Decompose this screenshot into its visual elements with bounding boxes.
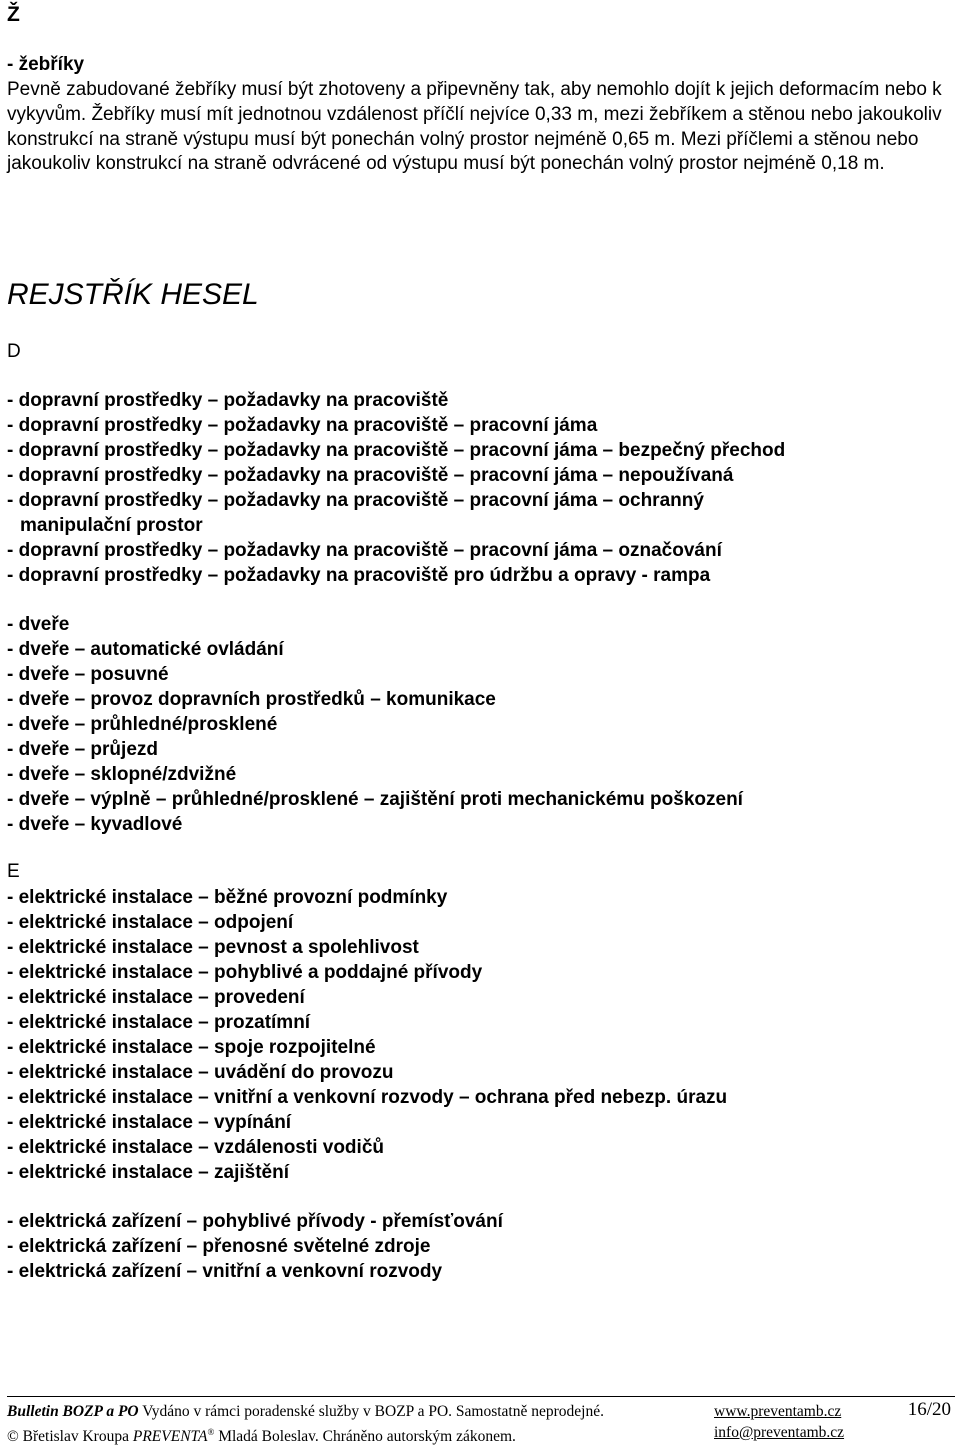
index-title: REJSTŘÍK HESEL bbox=[7, 278, 259, 311]
index-entry: - dveře – sklopné/zdvižné bbox=[7, 764, 237, 785]
index-entry: - elektrické instalace – běžné provozní podmínky bbox=[7, 887, 448, 908]
section-paragraph: Pevně zabudované žebříky musí být zhotoveny a připevněny tak, aby nemohlo dojít k jejich deformacím nebo k vykyvům. Žebříky musí mít jednotnou vzdálenost příčlí nejvíce 0,33 m, mezi žebříkem a stěnou nebo jakoukoliv konstrukcí na straně výstupu musí být ponechán volný prostor nejméně 0,65 m. Mezi příčlemi a stěnou nebo jakoukoliv konstrukcí na straně odvrácené od výstupu musí být ponechán volný prostor nejméně 0,18 m. bbox=[7, 79, 942, 175]
bulletin-name: Bulletin BOZP a PO bbox=[7, 1403, 139, 1420]
index-entry: - elektrické instalace – vypínání bbox=[7, 1112, 292, 1133]
index-entry: - dopravní prostředky – požadavky na pracoviště pro údržbu a opravy - rampa bbox=[7, 565, 711, 586]
index-group-letter: D bbox=[7, 341, 21, 362]
index-entry: - dveře – automatické ovládání bbox=[7, 639, 284, 660]
index-entry: - dopravní prostředky – požadavky na pracoviště – pracovní jáma – nepoužívaná bbox=[7, 465, 734, 486]
index-entry: - dveře – posuvné bbox=[7, 664, 169, 685]
page-number: 16/20 bbox=[907, 1399, 951, 1420]
section-heading: - žebříky bbox=[7, 54, 85, 75]
index-entry: - elektrické instalace – vnitřní a venkovní rozvody – ochrana před nebezp. úrazu bbox=[7, 1087, 728, 1108]
section-letter: Ž bbox=[7, 3, 20, 26]
index-entry: - elektrická zařízení – pohyblivé přívody - přemísťování bbox=[7, 1211, 503, 1232]
index-entry-list bbox=[7, 1209, 952, 1284]
brand-name: PREVENTA bbox=[132, 1428, 208, 1446]
footer-divider bbox=[7, 1396, 955, 1397]
footer-issue-line bbox=[7, 1401, 604, 1422]
index-entry: - elektrické instalace – prozatímní bbox=[7, 1012, 311, 1033]
index-entry: - dopravní prostředky – požadavky na pracoviště – pracovní jáma – označování bbox=[7, 540, 722, 561]
footer-issued-note: Vydáno v rámci poradenské služby v BOZP a PO. Samostatně neprodejné. bbox=[142, 1403, 604, 1420]
copyright-symbol: © bbox=[7, 1428, 19, 1446]
index-entry-list bbox=[7, 885, 952, 1185]
index-entry: - dveře – kyvadlové bbox=[7, 814, 183, 835]
index-group-letter: E bbox=[7, 861, 20, 882]
index-entry: - dveře – průjezd bbox=[7, 739, 158, 760]
footer-copyright-line bbox=[7, 1422, 516, 1447]
index-entry: - dopravní prostředky – požadavky na pracoviště – pracovní jáma bbox=[7, 415, 598, 436]
index-entry: - elektrické instalace – vzdálenosti vodičů bbox=[7, 1137, 384, 1158]
footer-rights-note: Mladá Boleslav. Chráněno autorským zákonem. bbox=[218, 1428, 516, 1446]
index-entry: - dveře bbox=[7, 614, 70, 635]
index-entry: - elektrická zařízení – přenosné světelné zdroje bbox=[7, 1236, 431, 1257]
index-entry: - dveře – výplně – průhledné/prosklené – zajištění proti mechanickému poškození bbox=[7, 789, 743, 810]
index-entry: - elektrické instalace – odpojení bbox=[7, 912, 294, 933]
index-entry: - dopravní prostředky – požadavky na pracoviště – pracovní jáma – ochranný manipulační prostor bbox=[7, 490, 704, 536]
index-entry-list bbox=[7, 612, 952, 837]
page-footer bbox=[7, 1399, 955, 1446]
index-entry: - dveře – provoz dopravních prostředků – komunikace bbox=[7, 689, 496, 710]
registered-mark: ® bbox=[207, 1427, 215, 1437]
index-entry: - dopravní prostředky – požadavky na pracoviště bbox=[7, 390, 449, 411]
author-name: Břetislav Kroupa bbox=[22, 1428, 129, 1446]
index-entry: - dopravní prostředky – požadavky na pracoviště – pracovní jáma – bezpečný přechod bbox=[7, 440, 786, 461]
index-entry: - elektrické instalace – provedení bbox=[7, 987, 305, 1008]
index-entry: - elektrické instalace – spoje rozpojitelné bbox=[7, 1037, 376, 1058]
website-link[interactable]: www.preventamb.cz bbox=[714, 1403, 842, 1420]
index-entry: - elektrická zařízení – vnitřní a venkovní rozvody bbox=[7, 1261, 443, 1282]
index-entry: - elektrické instalace – zajištění bbox=[7, 1162, 289, 1183]
index-entry-list bbox=[7, 388, 952, 588]
email-link[interactable]: info@preventamb.cz bbox=[714, 1424, 845, 1441]
index-entry: - elektrické instalace – uvádění do provozu bbox=[7, 1062, 394, 1083]
index-entry: - elektrické instalace – pevnost a spolehlivost bbox=[7, 937, 419, 958]
index-entry: - elektrické instalace – pohyblivé a poddajné přívody bbox=[7, 962, 483, 983]
index-entry: - dveře – průhledné/prosklené bbox=[7, 714, 278, 735]
